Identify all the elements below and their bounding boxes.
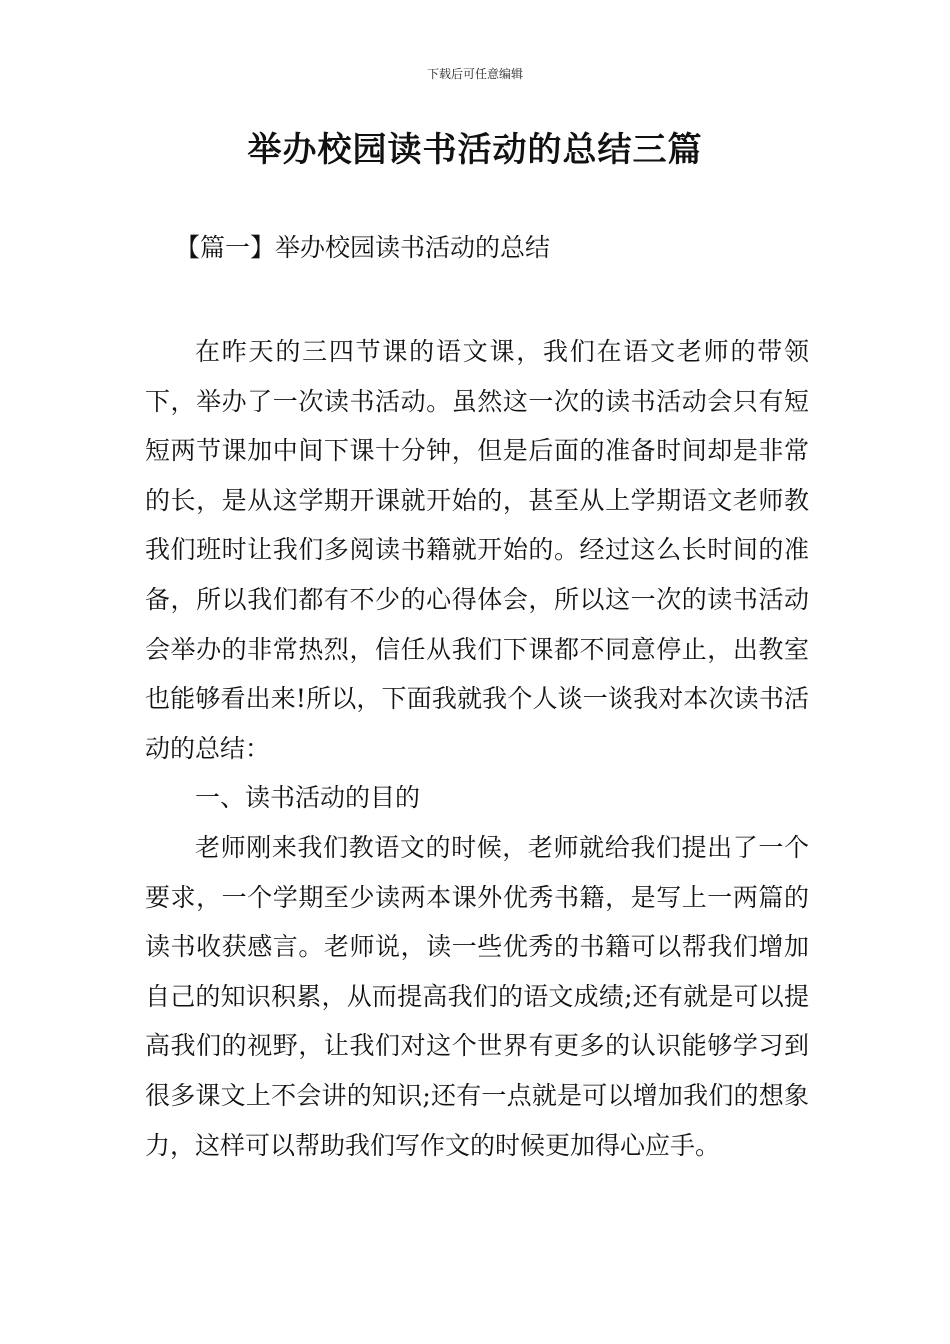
paragraph-purpose: 老师刚来我们教语文的时候，老师就给我们提出了一个要求，一个学期至少读两本课外优秀书籍，是写上一两篇的读书收获感言。老师说，读一些优秀的书籍可以帮我们增加自己的知识积累，从而提高我们的语文成绩;还有就是可以提高我们的视野，让我们对这个世界有更多的认识能够学习到很多课文上不会讲的知识;还有一点就是可以增加我们的想象力，这样可以帮助我们写作文的时候更加得心应手。 (145, 832, 809, 1160)
header-note: 下载后可任意编辑 (426, 67, 523, 81)
subheading-purpose: 一、读书活动的目的 (195, 783, 421, 813)
document-title: 举办校园读书活动的总结三篇 (247, 130, 703, 170)
document-body (145, 327, 809, 1170)
section-heading: 【篇一】举办校园读书活动的总结 (175, 233, 551, 262)
paragraph-intro: 在昨天的三四节课的语文课，我们在语文老师的带领下，举办了一次读书活动。虽然这一次的读书活动会只有短短两节课加中间下课十分钟，但是后面的准备时间却是非常的长，是从这学期开课就开始的，甚至从上学期语文老师教我们班时让我们多阅读书籍就开始的。经过这么长时间的准备，所以我们都有不少的心得体会，所以这一次的读书活动会举办的非常热烈，信任从我们下课都不同意停止，出教室也能够看出来!所以，下面我就我个人谈一谈我对本次读书活动的总结： (145, 337, 809, 763)
